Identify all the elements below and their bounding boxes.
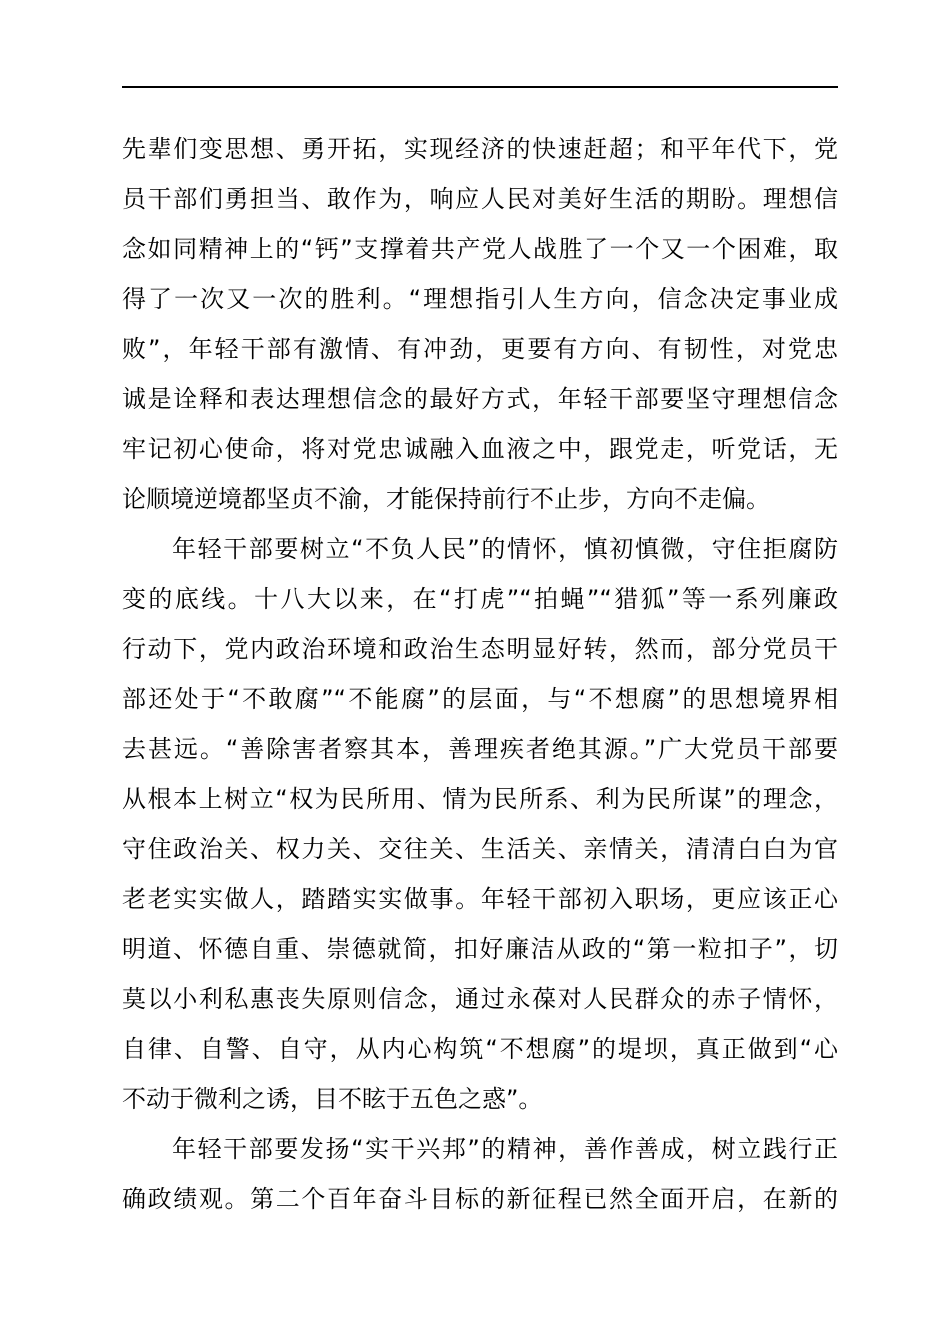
text-line: 莫以小利私惠丧失原则信念，通过永葆对人民群众的赤子情怀，: [122, 985, 838, 1013]
text-line: 论顺境逆境都坚贞不渝，才能保持前行不止步，方向不走偏。: [122, 485, 770, 513]
text-line: 变的底线。十八大以来，在“打虎”“拍蝇”“猎狐”等一系列廉政: [122, 585, 838, 613]
text-line: 年轻干部要发扬“实干兴邦”的精神，善作善成，树立践行正: [172, 1135, 838, 1163]
text-line: 诚是诠释和表达理想信念的最好方式，年轻干部要坚守理想信念: [122, 385, 838, 413]
paragraph-1: [122, 124, 838, 524]
text-line: 确政绩观。第二个百年奋斗目标的新征程已然全面开启，在新的: [122, 1185, 838, 1213]
document-body: [122, 124, 838, 1224]
text-line: 部还处于“不敢腐”“不能腐”的层面，与“不想腐”的思想境界相: [122, 685, 838, 713]
text-line: 年轻干部要树立“不负人民”的情怀，慎初慎微，守住拒腐防: [172, 535, 838, 563]
text-line: 自律、自警、自守，从内心构筑“不想腐”的堤坝，真正做到“心: [122, 1035, 838, 1063]
text-line: 先辈们变思想、勇开拓，实现经济的快速赶超；和平年代下，党: [122, 135, 838, 163]
text-line: 老老实实做人，踏踏实实做事。年轻干部初入职场，更应该正心: [122, 885, 838, 913]
text-line: 败”，年轻干部有激情、有冲劲，更要有方向、有韧性，对党忠: [122, 335, 838, 363]
text-line: 牢记初心使命，将对党忠诚融入血液之中，跟党走，听党话，无: [122, 435, 838, 463]
text-line: 从根本上树立“权为民所用、情为民所系、利为民所谋”的理念，: [122, 785, 838, 813]
text-line: 守住政治关、权力关、交往关、生活关、亲情关，清清白白为官: [122, 835, 838, 863]
text-line: 念如同精神上的“钙”支撑着共产党人战胜了一个又一个困难，取: [122, 235, 838, 263]
text-line: 去甚远。“善除害者察其本，善理疾者绝其源。”广大党员干部要: [122, 735, 838, 763]
header-rule: [122, 86, 838, 88]
paragraph-2: [122, 524, 838, 1124]
paragraph-3: [122, 1124, 838, 1224]
text-line: 员干部们勇担当、敢作为，响应人民对美好生活的期盼。理想信: [122, 185, 838, 213]
text-line: 不动于微利之诱，目不眩于五色之惑”。: [122, 1085, 543, 1113]
text-line: 得了一次又一次的胜利。“理想指引人生方向，信念决定事业成: [122, 285, 838, 313]
text-line: 明道、怀德自重、崇德就简，扣好廉洁从政的“第一粒扣子”，切: [122, 935, 838, 963]
text-line: 行动下，党内政治环境和政治生态明显好转，然而，部分党员干: [122, 635, 838, 663]
